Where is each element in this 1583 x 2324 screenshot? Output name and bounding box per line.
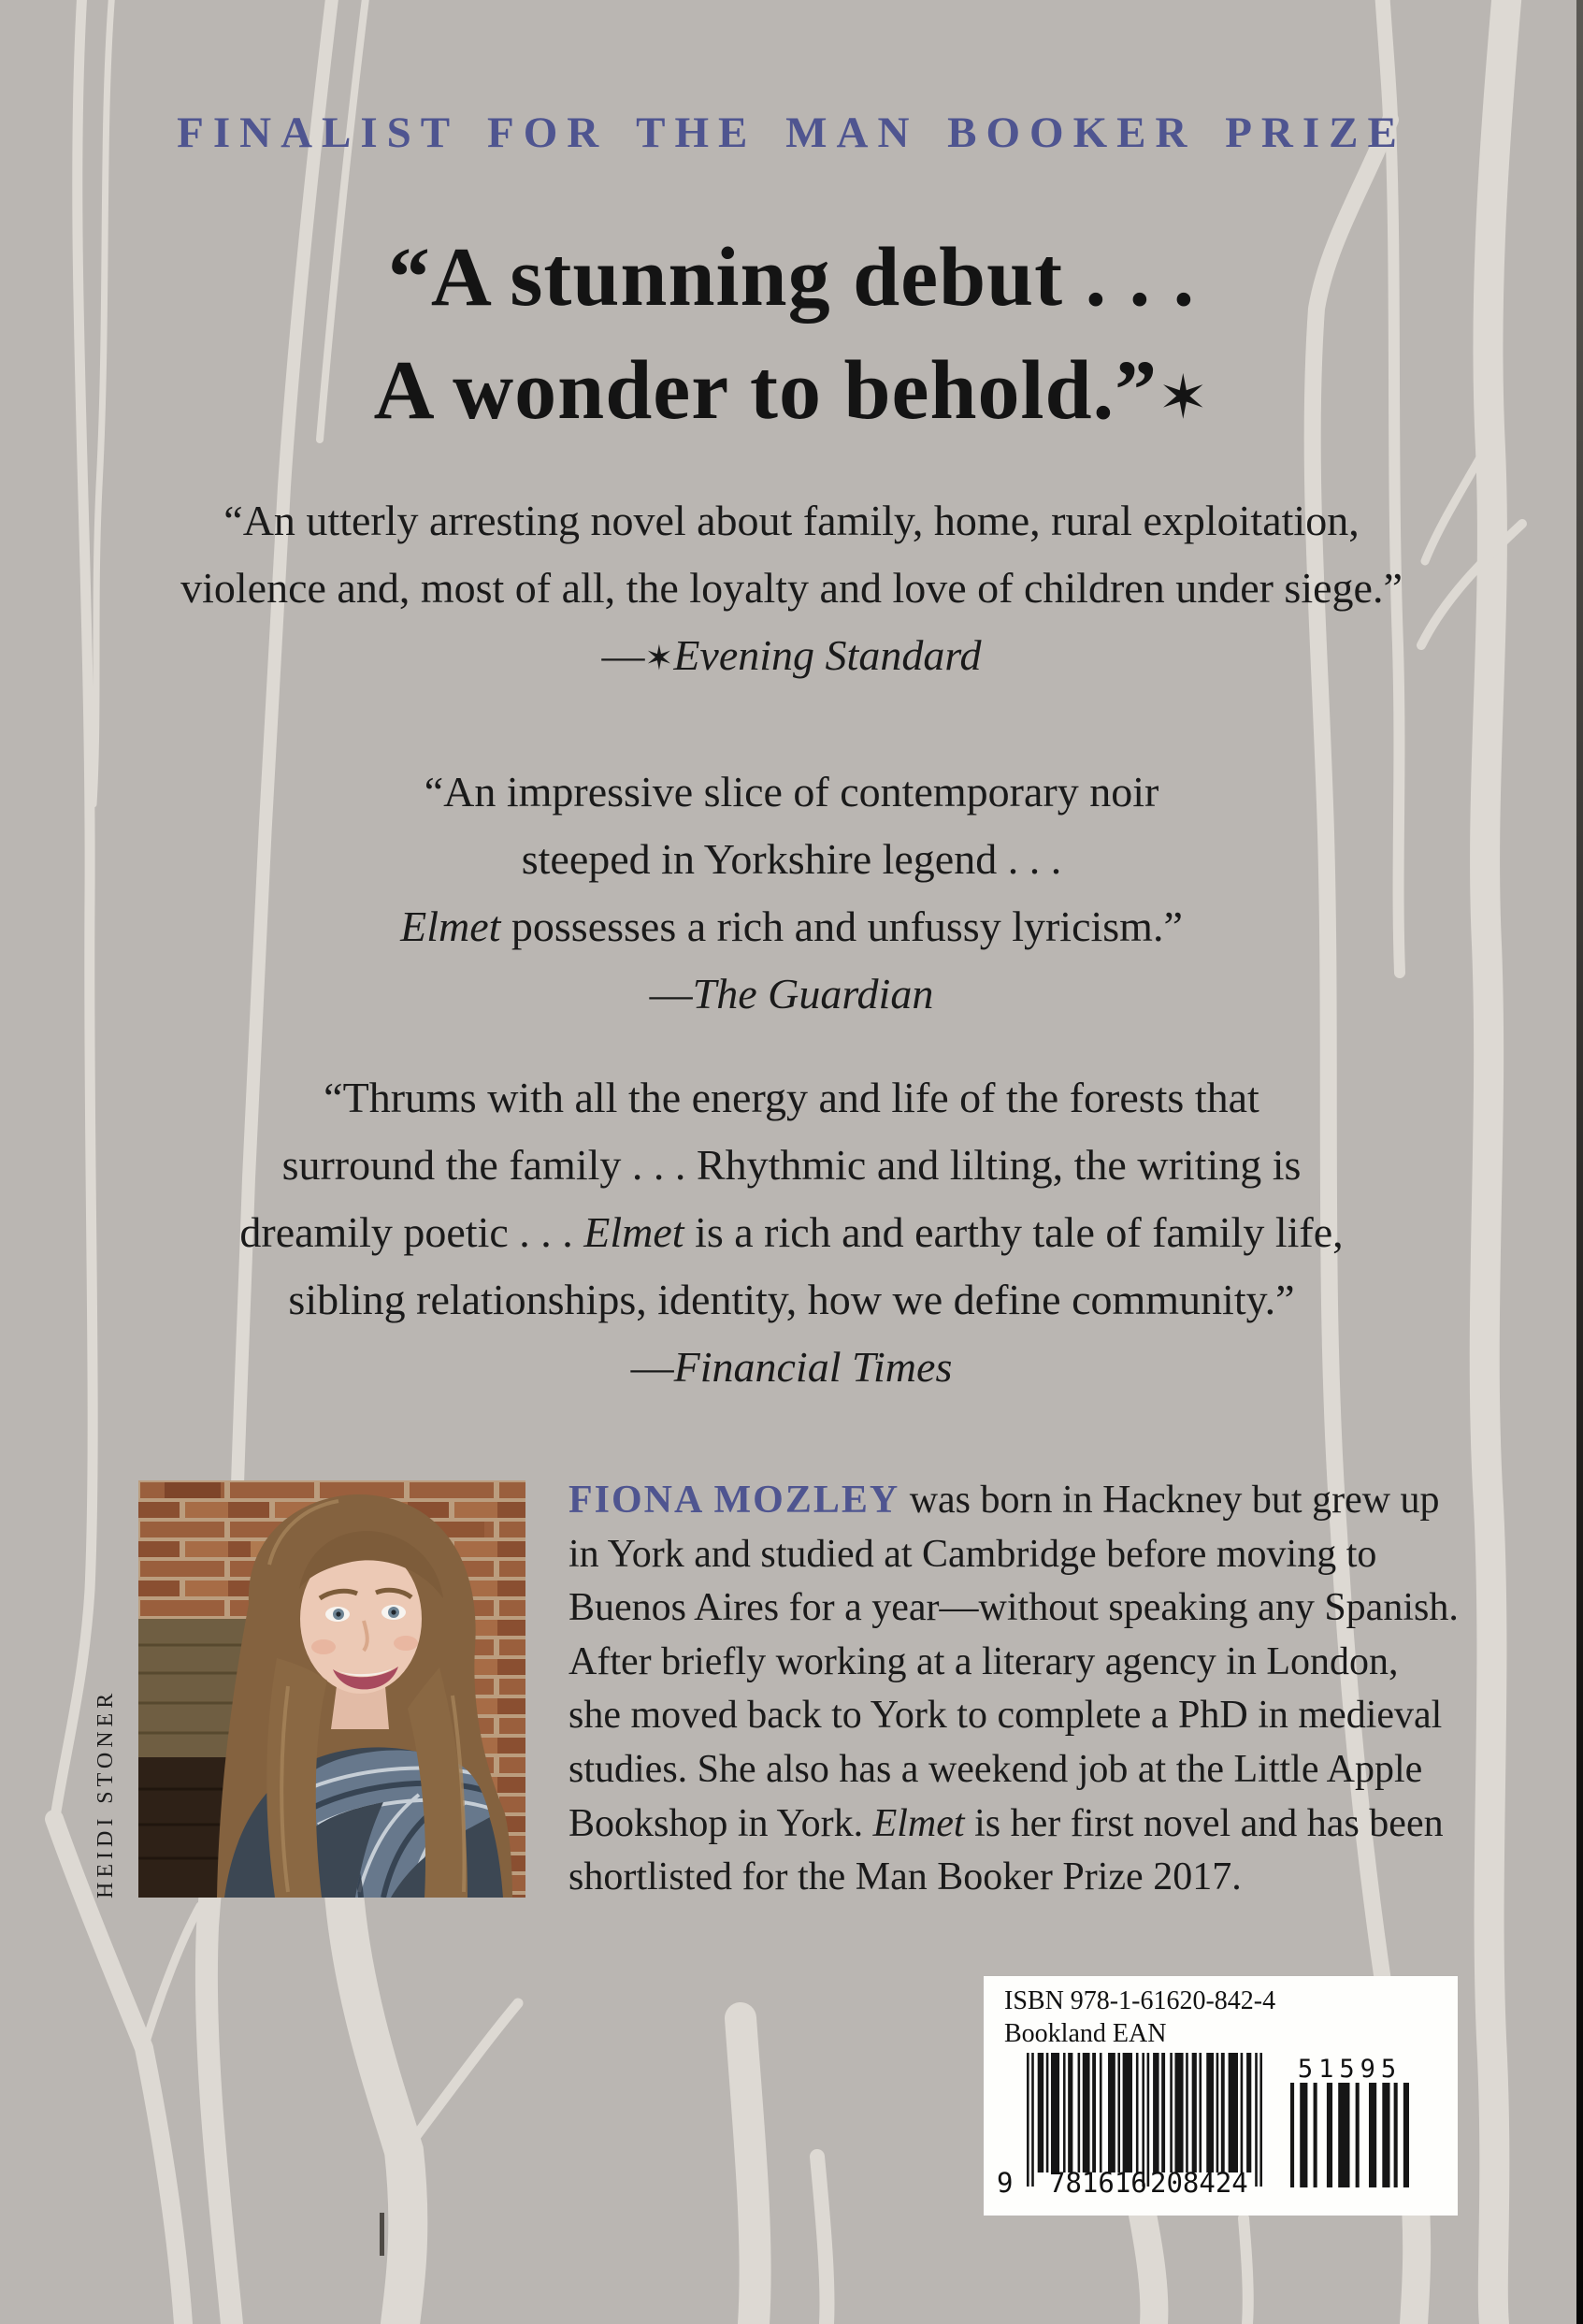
review-quote-financial-times [0, 1064, 1583, 1401]
bio-line: After briefly working at a literary agency in London, [568, 1639, 1399, 1683]
cover-edge-shadow [1576, 0, 1583, 2324]
quote-line: surround the family . . . Rhythmic and lilting, the writing is [281, 1141, 1302, 1189]
barcode-digit-group: 208424 [1150, 2167, 1248, 2199]
headline-line-1: “A stunning debut . . . [387, 231, 1196, 324]
award-banner: FINALIST FOR THE MAN BOOKER PRIZE [177, 108, 1406, 157]
bio-line: she moved back to York to complete a PhD in medieval [568, 1694, 1443, 1738]
quote-line: Elmet possesses a rich and unfussy lyricism.” [400, 902, 1183, 950]
quote-line: “An impressive slice of contemporary noir [424, 768, 1159, 816]
barcode-addon-digits: 51595 [1297, 2055, 1403, 2084]
review-quote-evening-standard [0, 487, 1583, 692]
quote-line: “Thrums with all the energy and life of the forests that [324, 1074, 1259, 1121]
quote-line: sibling relationships, identity, how we define community.” [288, 1276, 1295, 1323]
author-photo [138, 1480, 525, 1898]
bio-line: Buenos Aires for a year—without speaking any Spanish. [568, 1586, 1459, 1630]
review-attribution: —✶Evening Standard [601, 631, 982, 679]
author-photo-illustration [138, 1480, 525, 1898]
isbn-number: ISBN 978-1-61620-842-4 [1004, 1986, 1276, 2015]
quote-line: dreamily poetic . . . Elmet is a rich and earthy tale of family life, [239, 1208, 1344, 1256]
quote-line: steeped in Yorkshire legend . . . [521, 835, 1062, 883]
quote-line: “An utterly arresting novel about family, home, rural exploitation, [223, 497, 1360, 544]
author-bio [568, 1474, 1541, 1905]
headline-line-2: A wonder to behold.”✶ [373, 344, 1210, 437]
bio-line: Bookshop in York. Elmet is her first novel and has been [568, 1801, 1444, 1845]
headline-quote [0, 221, 1583, 455]
price-addon-barcode [1290, 2083, 1409, 2187]
barcode-digit-lead: 9 [997, 2167, 1014, 2199]
bio-line: shortlisted for the Man Booker Prize 2017. [568, 1855, 1242, 1899]
barcode-panel [984, 1976, 1458, 2216]
barcode-digit-group: 781616 [1049, 2167, 1147, 2199]
quote-line: violence and, most of all, the loyalty and love of children under siege.” [180, 564, 1403, 612]
bio-line: studies. She also has a weekend job at the Little Apple [568, 1747, 1423, 1791]
review-attribution: —The Guardian [649, 970, 934, 1018]
bio-line: in York and studied at Cambridge before moving to [568, 1532, 1377, 1576]
review-attribution: —Financial Times [630, 1343, 953, 1391]
review-quote-guardian [0, 758, 1583, 1028]
bio-line: FIONA MOZLEY was born in Hackney but grew up [568, 1479, 1440, 1522]
barcode-type-label: Bookland EAN [1004, 2019, 1167, 2048]
twig-mark [380, 2213, 384, 2256]
photo-credit: HEIDI STONER [94, 1688, 118, 1898]
